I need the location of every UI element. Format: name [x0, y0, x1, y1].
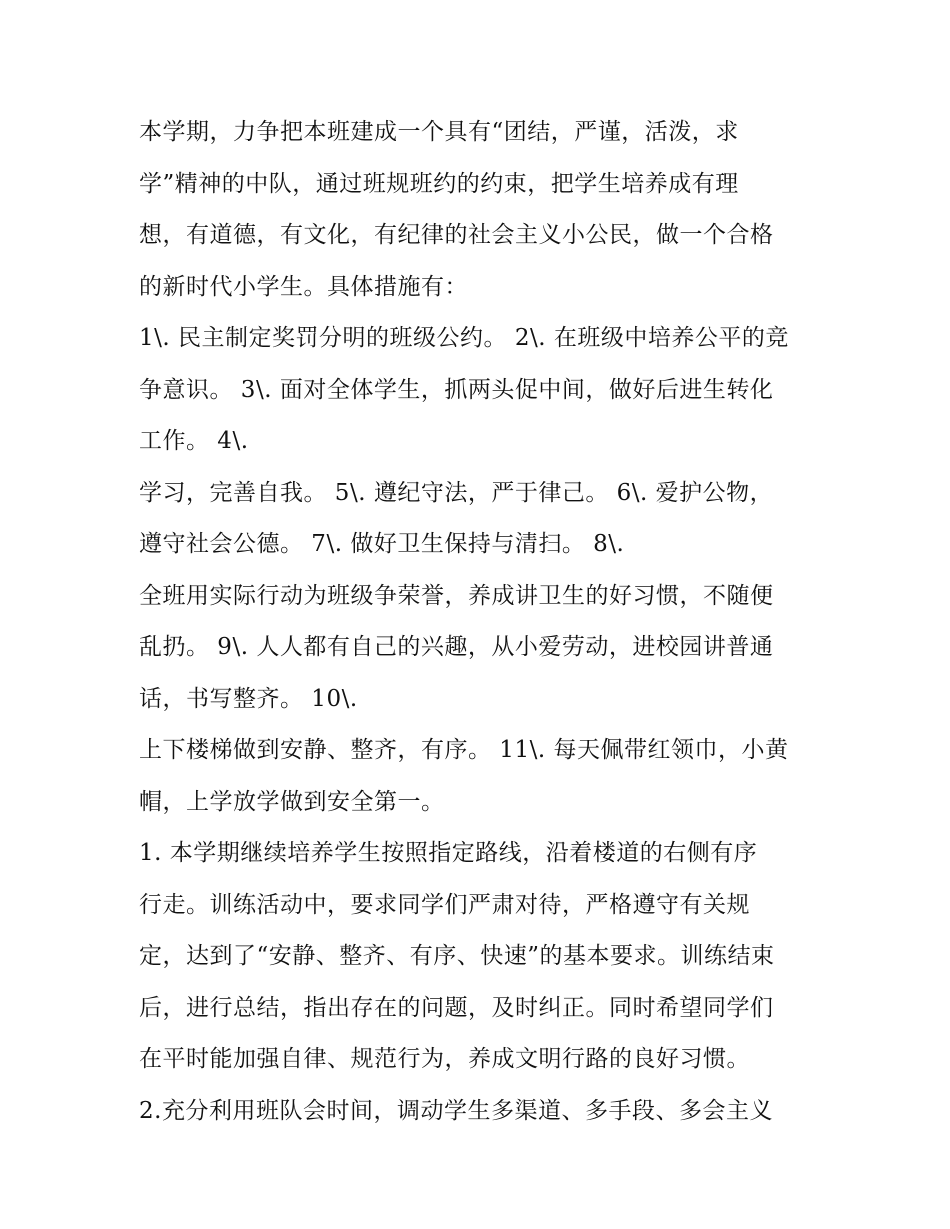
text-line: 帽，上学放学做到安全第一。	[139, 788, 445, 815]
text-line: 学习，完善自我。 5\. 遵纪守法，严于律己。 6\. 爱护公物，	[139, 479, 774, 506]
text-line: 后，进行总结，指出存在的问题，及时纠正。同时希望同学们	[139, 994, 774, 1021]
text-line: 2.充分利用班队会时间，调动学生多渠道、多手段、多会主义	[139, 1097, 773, 1124]
text-line: 全班用实际行动为班级争荣誉，养成讲卫生的好习惯，不随便	[139, 582, 774, 609]
text-line: 上下楼梯做到安静、整齐，有序。 11\. 每天佩带红领巾，小黄	[139, 737, 789, 763]
text-line: 学”精神的中队，通过班规班约的约束，把学生培养成有理	[139, 170, 739, 197]
text-line: 定，达到了“安静、整齐、有序、快速”的基本要求。训练结束	[139, 943, 775, 969]
body-text	[139, 107, 819, 1137]
text-line: 想，有道德，有文化，有纪律的社会主义小公民，做一个合格	[139, 222, 774, 248]
text-line: 遵守社会公德。 7\. 做好卫生保持与清扫。 8\.	[139, 531, 625, 557]
text-line: 争意识。 3\. 面对全体学生，抓两头促中间，做好后进生转化	[139, 376, 774, 403]
text-line: 工作。 4\.	[139, 428, 249, 454]
text-line: 话，书写整齐。 10\.	[139, 685, 358, 712]
text-line: 1. 本学期继续培养学生按照指定路线，沿着楼道的右侧有序	[139, 840, 758, 866]
text-line: 本学期，力争把本班建成一个具有“团结，严谨，活泼，求	[139, 119, 739, 145]
text-line: 1\. 民主制定奖罚分明的班级公约。 2\. 在班级中培养公平的竞	[139, 325, 789, 351]
text-line: 的新时代小学生。具体措施有：	[139, 273, 468, 300]
text-line: 在平时能加强自律、规范行为，养成文明行路的良好习惯。	[139, 1046, 750, 1072]
text-line: 行走。训练活动中，要求同学们严肃对待，严格遵守有关规	[139, 891, 750, 918]
text-line: 乱扔。 9\. 人人都有自己的兴趣，从小爱劳动，进校园讲普通	[139, 634, 774, 660]
